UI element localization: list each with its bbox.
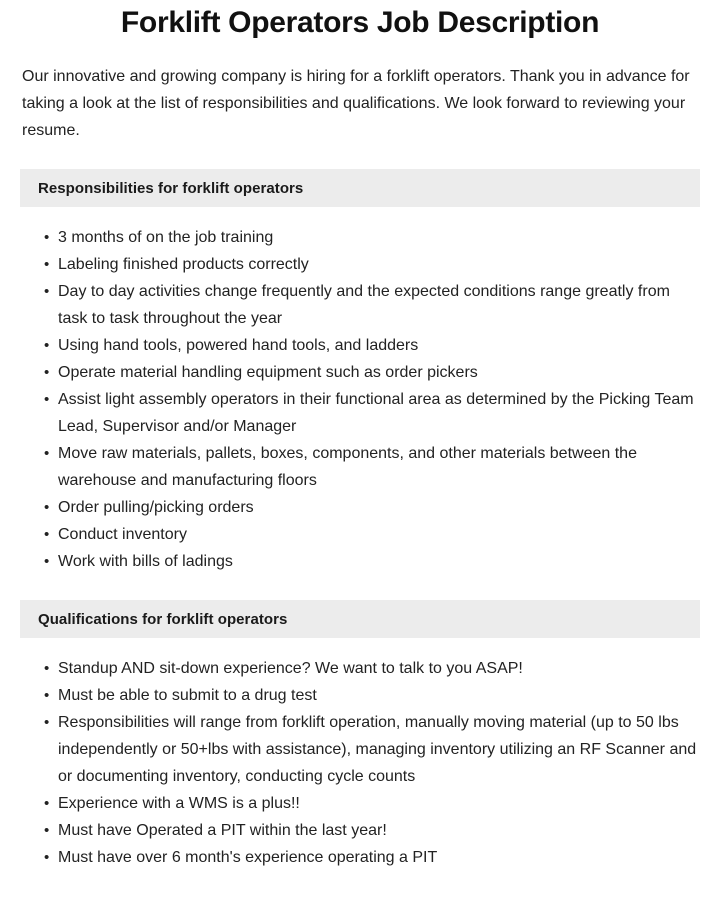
- list-item: • Using hand tools, powered hand tools, and ladders: [58, 332, 698, 359]
- section-responsibilities: [0, 169, 720, 575]
- intro-paragraph: Our innovative and growing company is hiring for a forklift operators. Thank you in advance for taking a look at the list of responsibilities and qualifications. We look forward to reviewing your resume.: [22, 68, 690, 139]
- list-item: • Assist light assembly operators in their functional area as determined by the Picking Team Lead, Supervisor and/or Manager: [58, 386, 698, 440]
- responsibilities-list: [0, 207, 720, 575]
- list-item: • Day to day activities change frequently and the expected conditions range greatly from task to task throughout the year: [58, 278, 698, 332]
- section-header-label: Responsibilities for forklift operators: [38, 179, 304, 197]
- section-header-responsibilities: [20, 169, 700, 207]
- list-item: • Move raw materials, pallets, boxes, components, and other materials between the warehouse and manufacturing floors: [58, 440, 698, 494]
- section-header-label: Qualifications for forklift operators: [38, 610, 288, 628]
- page-title: Forklift Operators Job Description: [120, 6, 600, 39]
- list-item: • Operate material handling equipment such as order pickers: [58, 359, 698, 386]
- list-item: • Standup AND sit-down experience? We want to talk to you ASAP!: [58, 655, 698, 682]
- list-item: • Order pulling/picking orders: [58, 494, 698, 521]
- list-item: • 3 months of on the job training: [58, 224, 698, 251]
- list-item: • Must be able to submit to a drug test: [58, 682, 698, 709]
- section-qualifications: [0, 600, 720, 871]
- list-item: • Work with bills of ladings: [58, 548, 698, 575]
- section-header-qualifications: [20, 600, 700, 638]
- list-item: • Must have over 6 month's experience operating a PIT: [58, 844, 698, 871]
- list-item: • Experience with a WMS is a plus!!: [58, 790, 698, 817]
- list-item: • Labeling finished products correctly: [58, 251, 698, 278]
- list-item: • Conduct inventory: [58, 521, 698, 548]
- list-item: • Must have Operated a PIT within the last year!: [58, 817, 698, 844]
- qualifications-list: [0, 638, 720, 871]
- list-item: • Responsibilities will range from forklift operation, manually moving material (up to 50 lbs independently or 50+lbs with assistance), managing inventory utilizing an RF Scanner and or documenting inventory, conducting cycle counts: [58, 709, 698, 790]
